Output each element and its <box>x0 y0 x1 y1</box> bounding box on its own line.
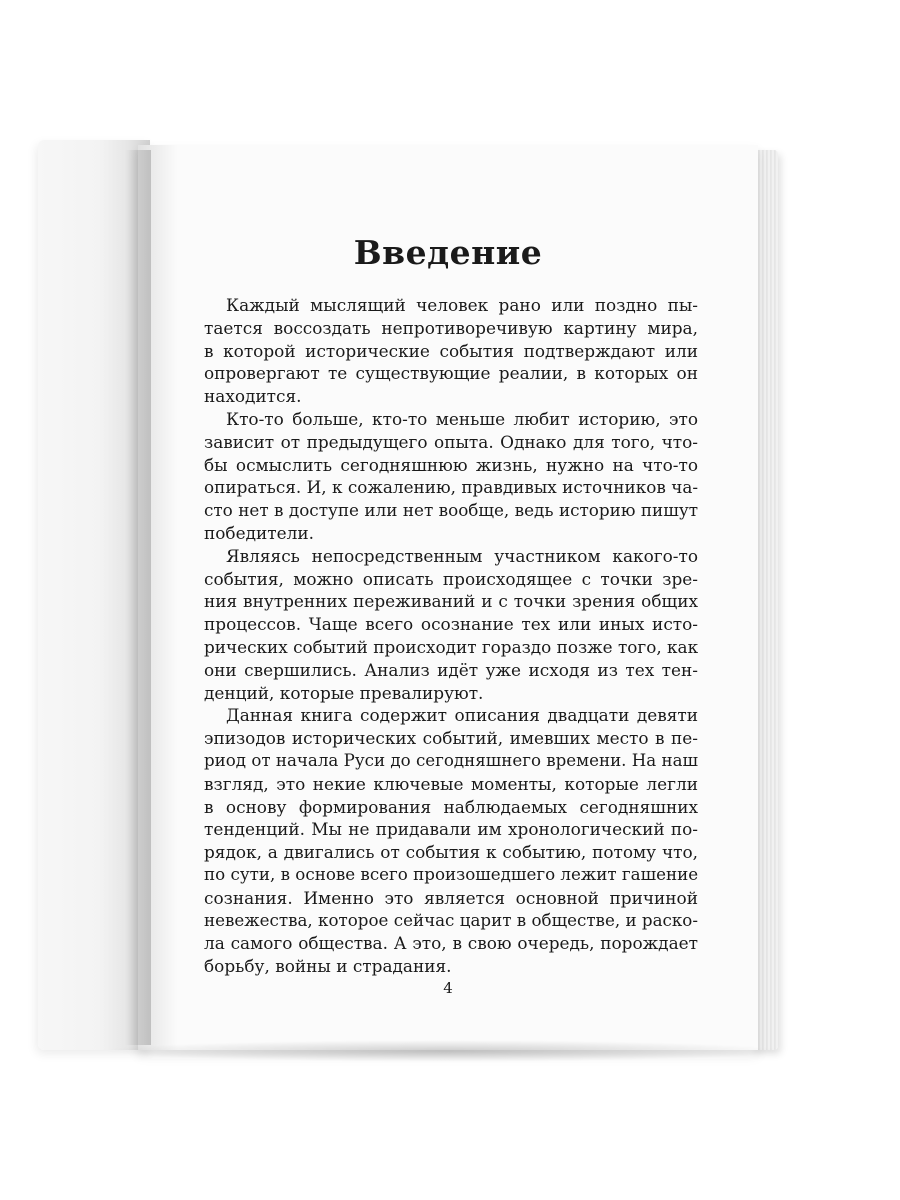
text-line: события, можно описать происходящее с точки зре- <box>204 568 698 589</box>
text-line: процессов. Чаще всего осознание тех или иных исто- <box>204 614 698 635</box>
paragraph <box>204 704 698 978</box>
text-line: Данная книга содержит описания двадцати девяти <box>226 705 698 726</box>
text-line: ла самого общества. А это, в свою очередь, порождает <box>204 933 698 954</box>
text-line: Являясь непосредственным участником какого-то <box>226 545 698 566</box>
body-text <box>204 294 698 978</box>
text-line: тенденций. Мы не придавали им хронологический по- <box>204 819 698 840</box>
spine-shadow <box>125 150 151 1045</box>
text-line: опровергают те существующие реалии, в которых он <box>204 363 698 384</box>
text-line: Кто-то больше, кто-то меньше любит историю, это <box>226 408 698 429</box>
text-line: риод от начала Руси до сегодняшнего времени. На наш <box>204 750 699 770</box>
paragraph <box>204 545 698 705</box>
text-line: они свершились. Анализ идёт уже исходя из тех тен- <box>204 659 698 680</box>
text-line: взгляд, это некие ключевые моменты, которые легли <box>204 773 698 794</box>
text-line: денций, которые превалируют. <box>204 682 484 703</box>
text-line: в основу формирования наблюдаемых сегодняшних <box>204 796 698 817</box>
text-line: бы осмыслить сегодняшнюю жизнь, нужно на что-то <box>204 454 698 475</box>
page-number: 4 <box>443 979 453 997</box>
text-line: опираться. И, к сожалению, правдивых источников ча- <box>204 477 699 498</box>
book-shadow <box>100 1040 790 1062</box>
text-line: ния внутренних переживаний и с точки зрения общих <box>204 591 698 612</box>
text-line: Каждый мыслящий человек рано или поздно пы- <box>226 295 698 315</box>
text-line: находится. <box>204 386 302 407</box>
right-page <box>138 145 758 1050</box>
chapter-title: Введение <box>353 233 543 272</box>
paragraph <box>204 294 698 408</box>
text-line: тается воссоздать непротиворечивую картину мира, <box>204 317 698 338</box>
text-line: сто нет в доступе или нет вообще, ведь историю пишут <box>204 500 698 521</box>
text-line: рических событий происходит гораздо позже того, как <box>204 636 699 657</box>
paragraph <box>204 408 698 545</box>
text-line: зависит от предыдущего опыта. Однако для того, что- <box>204 431 698 452</box>
text-line: в которой исторические события подтверждают или <box>204 340 698 361</box>
text-line: борьбу, войны и страдания. <box>204 956 452 977</box>
text-line: сознания. Именно это является основной причиной <box>204 887 698 908</box>
text-line: по сути, в основе всего произошедшего лежит гашение <box>204 864 699 884</box>
text-line: победители. <box>204 522 314 543</box>
text-line: невежества, которое сейчас царит в обществе, и раско- <box>204 910 698 930</box>
text-line: эпизодов исторических событий, имевших место в пе- <box>204 728 698 749</box>
text-line: рядок, а двигались от события к событию, потому что, <box>204 842 698 863</box>
